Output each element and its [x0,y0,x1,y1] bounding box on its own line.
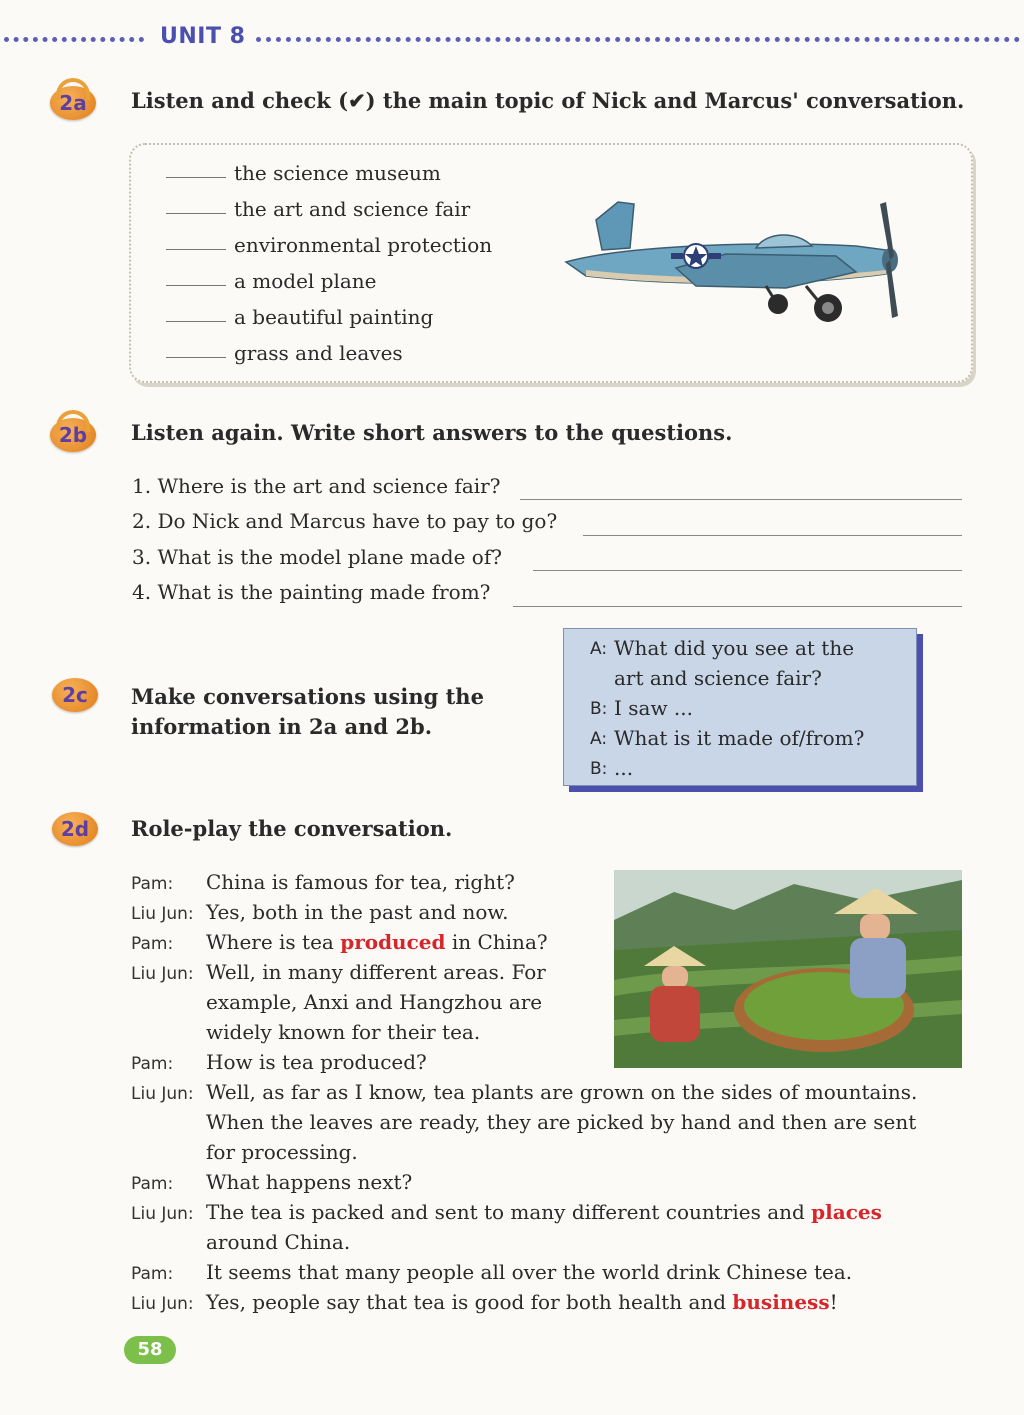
example-line: What is it made of/from? [614,726,865,750]
answer-line-1[interactable] [520,499,962,500]
example-line: What did you see at the [614,636,855,660]
check-blank[interactable] [166,357,226,358]
option-item[interactable] [166,197,470,221]
question-item: 2. Do Nick and Marcus have to pay to go? [132,509,558,533]
example-line: I saw ... [614,696,693,720]
dialogue-line: When the leaves are ready, they are picked by hand and then are sent [206,1110,917,1134]
tea-plantation-photo [614,870,962,1068]
unit-title: UNIT 8 [160,24,246,49]
speaker-name: Pam: [131,1264,174,1284]
question-item: 4. What is the painting made from? [132,580,491,604]
speaker-name: Pam: [131,1054,174,1074]
heading-2c-line1: Make conversations using the [131,684,484,709]
speaker-name: Liu Jun: [131,1294,194,1314]
option-label: environmental protection [234,233,493,257]
unit-header [0,20,1024,56]
speaker-name: Liu Jun: [131,1084,194,1104]
page-number: 58 [124,1336,176,1364]
highlighted-word: business [732,1290,830,1314]
badge-2b-headphones-icon: 2b [50,418,96,452]
heading-2d: Role-play the conversation. [131,816,453,841]
option-item[interactable] [166,233,492,257]
option-label: a beautiful painting [234,305,434,329]
speaker-name: Liu Jun: [131,904,194,924]
option-label: the science museum [234,161,441,185]
option-label: a model plane [234,269,377,293]
speaker-name: Pam: [131,934,174,954]
dialogue-text: Where is tea [206,930,341,954]
question-item: 3. What is the model plane made of? [132,545,502,569]
check-blank[interactable] [166,285,226,286]
dialogue-text: The tea is packed and sent to many different countries and [206,1200,812,1224]
option-item[interactable] [166,305,433,329]
heading-2b: Listen again. Write short answers to the questions. [131,420,733,445]
option-item[interactable] [166,161,441,185]
dialogue-line: China is famous for tea, right? [206,870,515,894]
dialogue-line: for processing. [206,1140,358,1164]
example-speaker: A: [590,729,608,749]
heading-2c-line2: information in 2a and 2b. [131,714,433,739]
example-line: art and science fair? [614,666,822,690]
badge-2a-headphones-icon: 2a [50,86,96,120]
option-item[interactable] [166,341,403,365]
dialogue-text: Yes, people say that tea is good for both health and [206,1290,733,1314]
dialogue-line: How is tea produced? [206,1050,427,1074]
dialogue-line [206,930,548,954]
answer-line-4[interactable] [513,606,962,607]
dialogue-line: What happens next? [206,1170,413,1194]
dialogue-line [206,1290,838,1314]
option-label: grass and leaves [234,341,403,365]
model-plane-illustration [556,190,916,330]
question-item: 1. Where is the art and science fair? [132,474,501,498]
badge-2c: 2c [52,678,98,712]
highlighted-word: places [811,1200,882,1224]
dialogue-line [206,1200,882,1224]
header-dots-left [4,37,144,42]
speaker-name: Pam: [131,874,174,894]
speaker-name: Liu Jun: [131,964,194,984]
header-dots-right [256,37,1020,42]
badge-2d: 2d [52,812,98,846]
dialogue-line: It seems that many people all over the world drink Chinese tea. [206,1260,853,1284]
example-speaker: B: [590,759,608,779]
dialogue-line: widely known for their tea. [206,1020,481,1044]
check-blank[interactable] [166,321,226,322]
answer-line-3[interactable] [533,570,962,571]
answer-line-2[interactable] [583,535,962,536]
dialogue-line: Well, as far as I know, tea plants are grown on the sides of mountains. [206,1080,918,1104]
dialogue-line: example, Anxi and Hangzhou are [206,990,543,1014]
speaker-name: Liu Jun: [131,1204,194,1224]
check-blank[interactable] [166,213,226,214]
dialogue-line: Well, in many different areas. For [206,960,546,984]
dialogue-text: ! [829,1290,838,1314]
highlighted-word: produced [340,930,446,954]
example-speaker: B: [590,699,608,719]
example-line: ... [614,756,634,780]
example-speaker: A: [590,639,608,659]
speaker-name: Pam: [131,1174,174,1194]
check-blank[interactable] [166,249,226,250]
option-label: the art and science fair [234,197,471,221]
heading-2a: Listen and check (✔) the main topic of Nick and Marcus' conversation. [131,88,965,113]
dialogue-line: around China. [206,1230,351,1254]
check-blank[interactable] [166,177,226,178]
dialogue-text: in China? [445,930,548,954]
dialogue-line: Yes, both in the past and now. [206,900,509,924]
option-item[interactable] [166,269,377,293]
